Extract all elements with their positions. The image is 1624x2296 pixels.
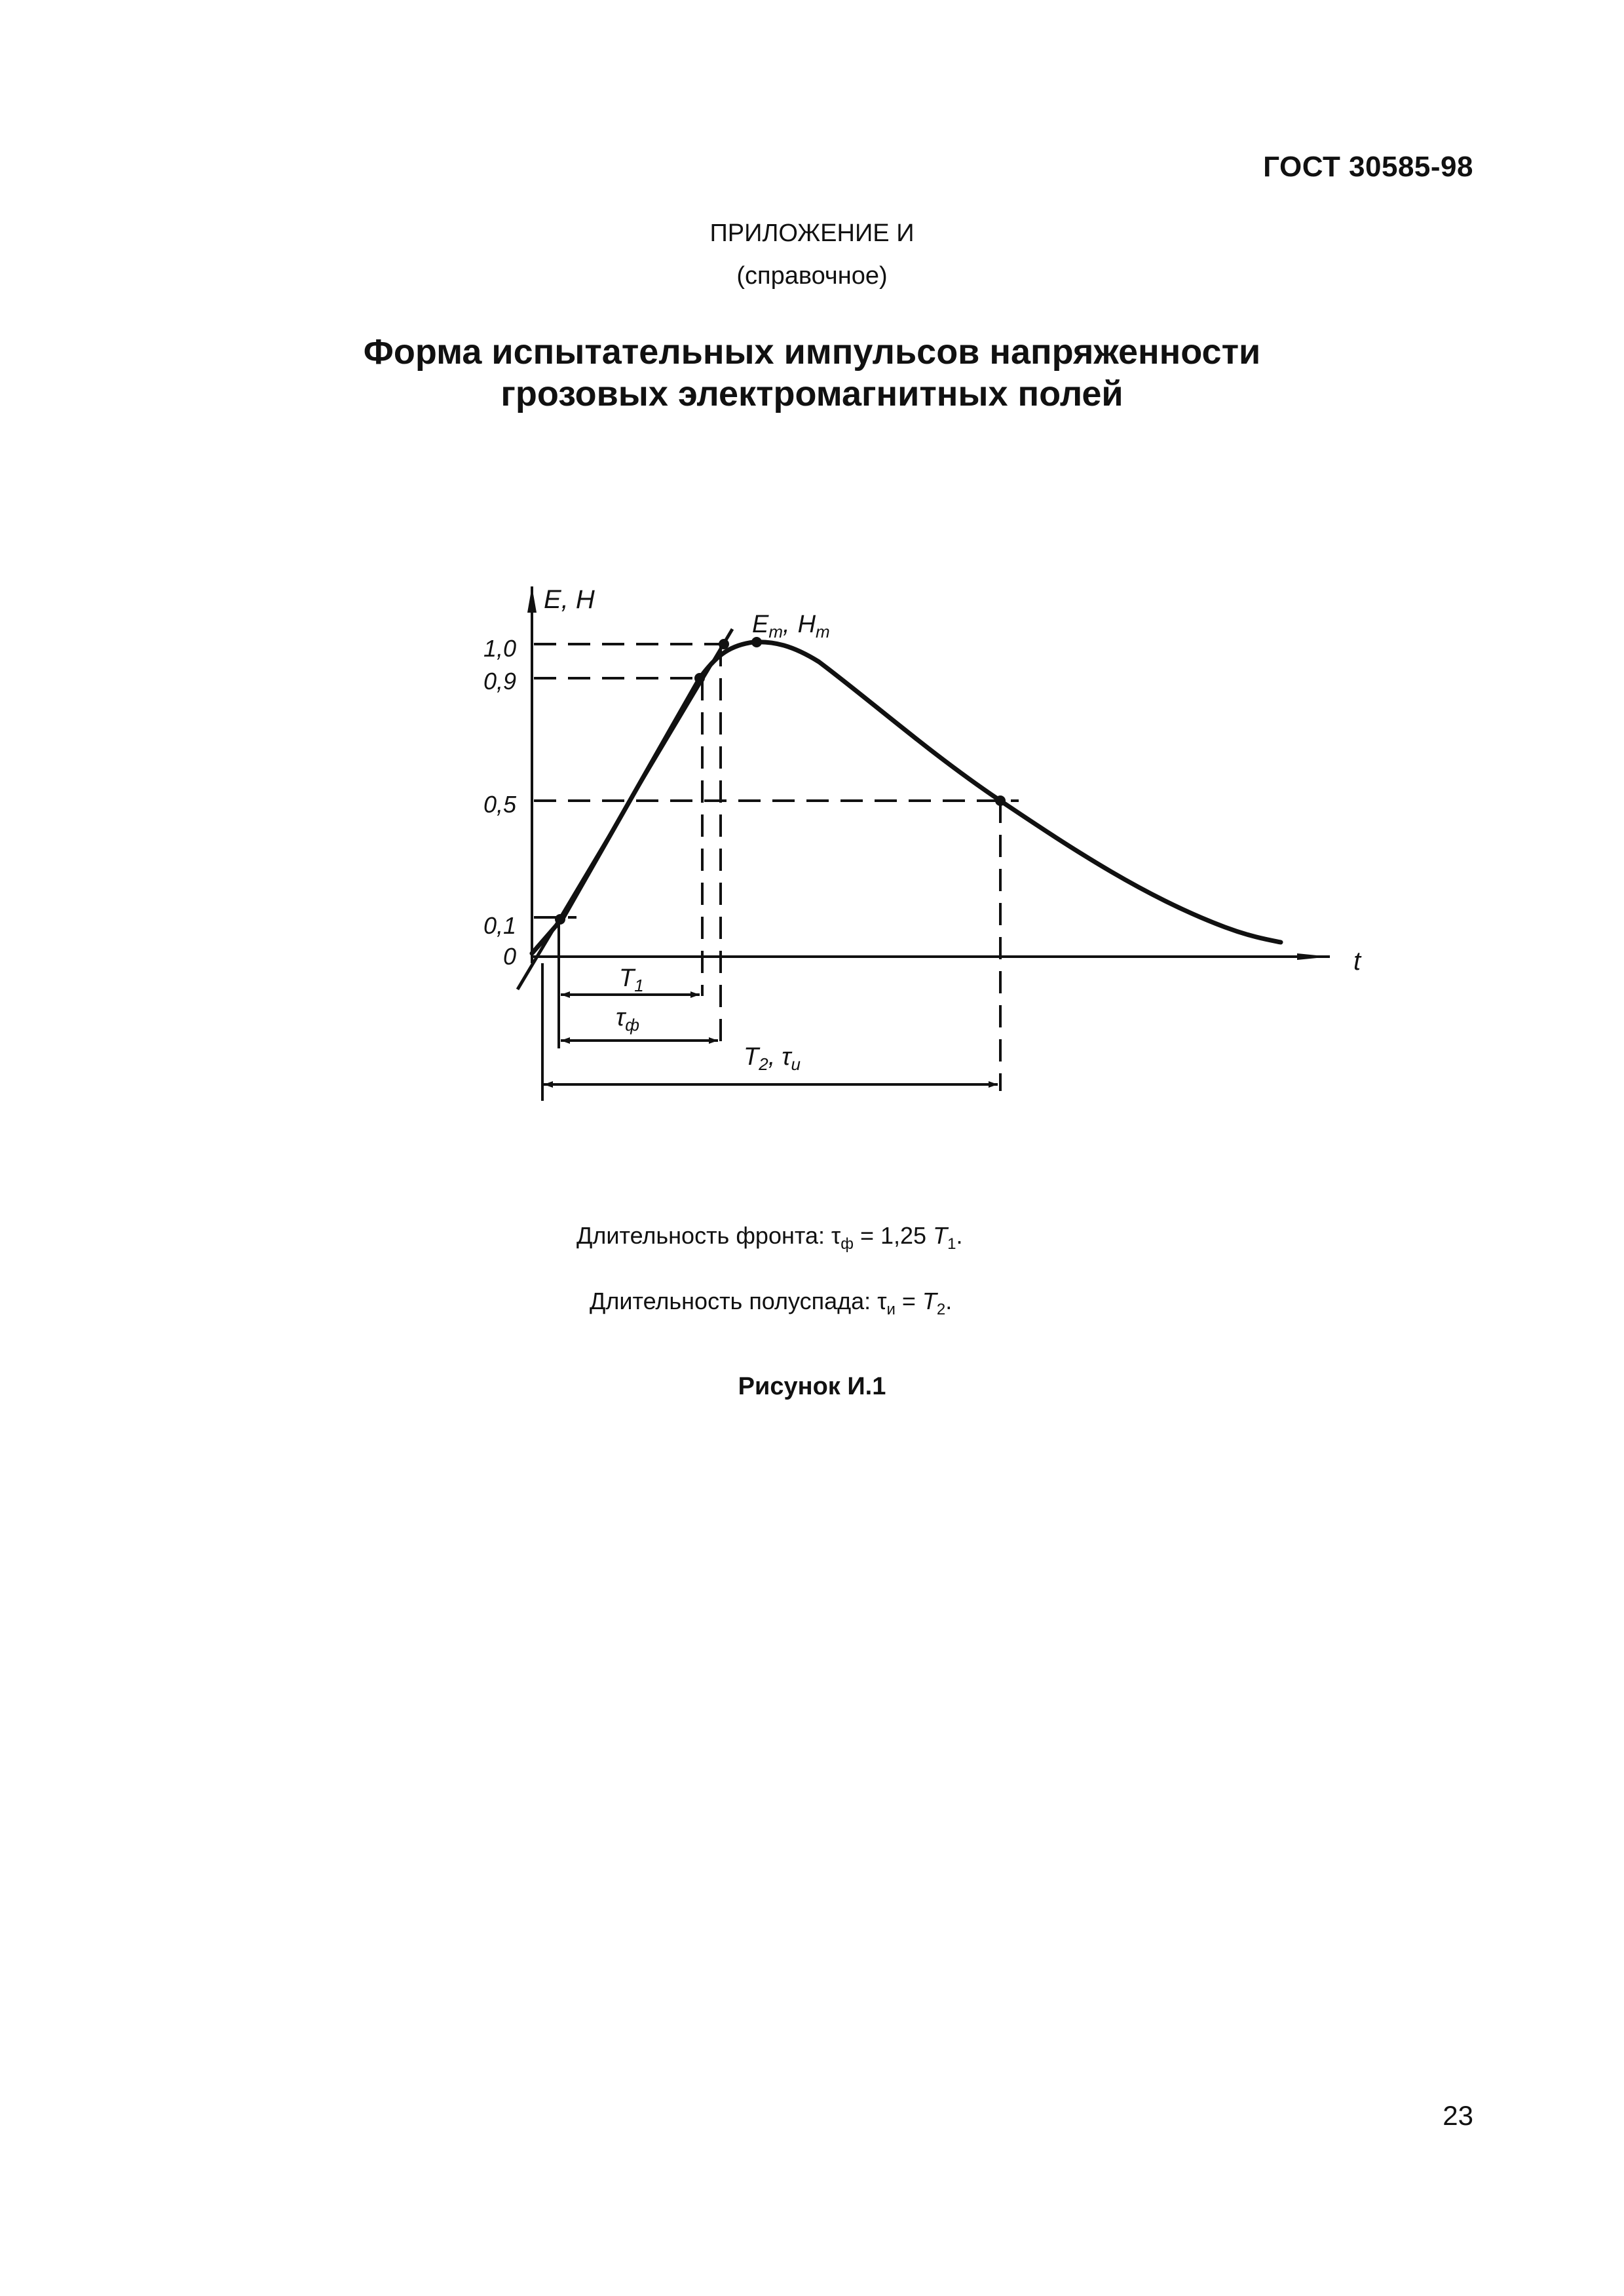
peak-label-h-sub: m	[816, 622, 830, 641]
formula-half-lhs-sub: и	[886, 1301, 896, 1318]
tick-label-0-9: 0,9	[483, 668, 517, 695]
x-axis-label: t	[1353, 947, 1361, 976]
dim-label-t1-main: T	[619, 965, 635, 992]
formula-half-rhs-main: T	[922, 1288, 937, 1314]
formula-half-lhs	[877, 1288, 896, 1318]
formula-front-rhs-main: T	[933, 1222, 948, 1249]
main-title-line-1: Форма испытательных импульсов напряженности	[363, 332, 1261, 372]
peak-label-e-sub: m	[768, 622, 784, 641]
formula-half-rhs	[922, 1288, 937, 1314]
formula-half-end: .	[945, 1288, 953, 1314]
formula-front-rhs	[933, 1222, 947, 1249]
dim-label-t1-sub: 1	[634, 976, 644, 995]
guide-lines	[534, 644, 1019, 1091]
y-axis-label: E, H	[544, 585, 595, 614]
dim-label-tau-f-sub: ф	[625, 1015, 639, 1035]
tick-label-1-0: 1,0	[483, 635, 517, 662]
peak-label-sep: ,	[783, 611, 790, 638]
point-1-0	[719, 639, 729, 649]
dim-label-t2-sep: ,	[768, 1043, 776, 1071]
formula-front-lhs-main: τ	[831, 1222, 841, 1249]
peak-label-e: E	[752, 611, 769, 638]
point-0-5-tail	[995, 795, 1006, 806]
formula-front-label: Длительность фронта:	[576, 1222, 825, 1249]
tick-label-0: 0	[503, 943, 517, 970]
dim-label-t1	[619, 965, 644, 995]
tick-label-0-5: 0,5	[483, 791, 517, 818]
dim-label-t2-sub: 2	[759, 1054, 768, 1074]
formula-front-rhs-sub: 1	[947, 1235, 956, 1253]
document-code: ГОСТ 30585-98	[1263, 151, 1473, 183]
formula-half-lhs-main: τ	[877, 1288, 887, 1314]
figure-caption: Рисунок И.1	[738, 1373, 886, 1400]
point-0-1	[555, 914, 565, 925]
dim-label-tau-f-main: τ	[616, 1004, 626, 1031]
impulse-curve	[532, 642, 1281, 953]
appendix-title: ПРИЛОЖЕНИЕ И	[709, 220, 915, 247]
formula-front-duration	[576, 1222, 962, 1253]
peak-label	[752, 611, 830, 641]
dim-label-tau-f	[616, 1004, 639, 1035]
formula-half-duration	[590, 1288, 952, 1319]
tick-label-0-1: 0,1	[483, 912, 517, 939]
appendix-subtitle: (справочное)	[736, 262, 888, 290]
point-peak	[751, 637, 762, 647]
y-axis-arrow-icon	[527, 586, 537, 613]
formula-half-rhs-sub: 2	[936, 1301, 946, 1318]
point-0-9	[694, 673, 705, 683]
formula-front-end: .	[956, 1222, 963, 1249]
main-title-line-2: грозовых электромагнитных полей	[500, 374, 1124, 413]
dim-label-tau-i-sub: и	[791, 1054, 801, 1074]
peak-label-h: H	[797, 611, 816, 638]
formula-front-eq: = 1,25	[859, 1222, 927, 1249]
formula-front-lhs	[831, 1222, 854, 1253]
dim-label-t2-main: T	[744, 1043, 759, 1071]
dim-label-tau-i-main: τ	[782, 1043, 791, 1071]
formula-half-label: Длительность полуспада:	[590, 1288, 871, 1314]
dim-label-t2	[744, 1043, 801, 1074]
page-number: 23	[1443, 2100, 1473, 2131]
formula-half-eq: =	[901, 1288, 916, 1314]
formula-front-lhs-sub: ф	[840, 1235, 854, 1253]
